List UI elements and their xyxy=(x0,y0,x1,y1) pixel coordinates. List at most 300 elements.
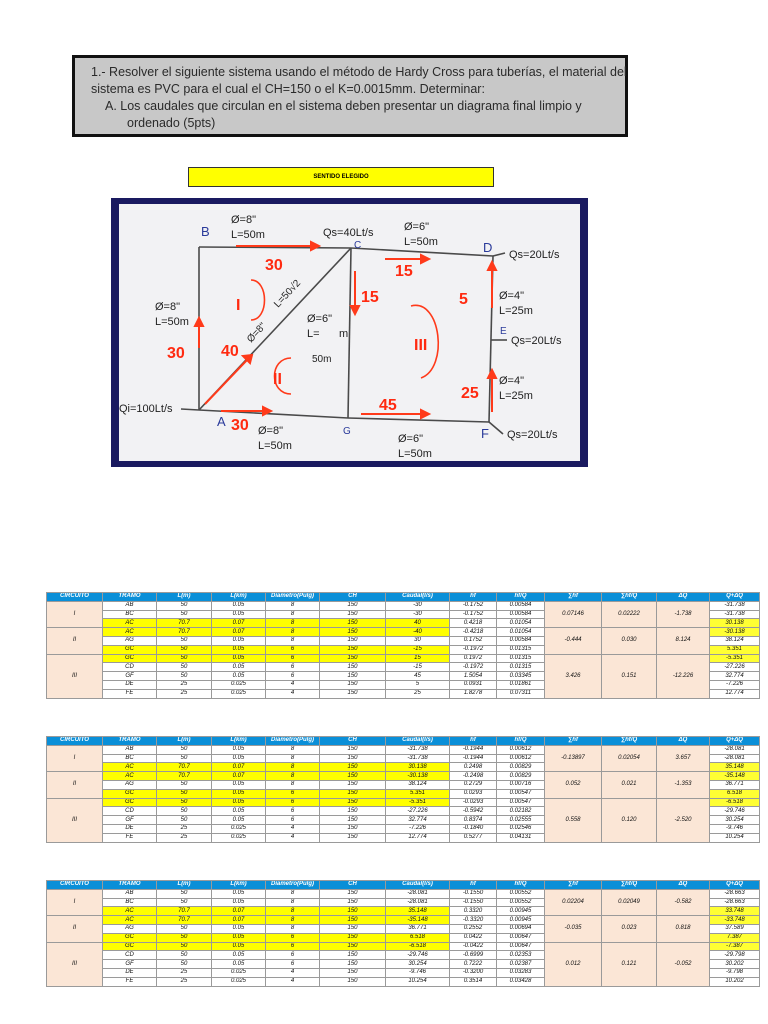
tramo-cell: AG xyxy=(103,780,157,789)
ch-cell: 150 xyxy=(320,916,386,925)
flow-cell: 30.254 xyxy=(386,960,450,969)
length-m-cell: 50 xyxy=(157,898,212,907)
length-m-cell: 50 xyxy=(157,951,212,960)
corrected-flow-cell: -28.081 xyxy=(710,754,760,763)
flow-cell: -30 xyxy=(386,610,450,619)
diameter-cell: 8 xyxy=(266,754,320,763)
length-km-cell: 0.07 xyxy=(212,772,266,781)
spec-ab-diam: Ø=8" xyxy=(155,301,181,313)
length-km-cell: 0.05 xyxy=(212,645,266,654)
corrected-flow-cell: -9.798 xyxy=(710,968,760,977)
table-row xyxy=(47,889,760,898)
hf-cell: -0.3320 xyxy=(450,916,497,925)
flow-cell: 36.771 xyxy=(386,924,450,933)
length-km-cell: 0.05 xyxy=(212,942,266,951)
length-m-cell: 50 xyxy=(157,780,212,789)
length-m-cell: 25 xyxy=(157,977,212,986)
column-header: hf/Q xyxy=(497,737,545,746)
tramo-cell: GC xyxy=(103,942,157,951)
ch-cell: 150 xyxy=(320,942,386,951)
hf-over-q-cell: 0.02182 xyxy=(497,807,545,816)
node-g: G xyxy=(343,426,351,437)
corrected-flow-cell: 10.202 xyxy=(710,977,760,986)
flow-cell: 38.124 xyxy=(386,780,450,789)
length-m-cell: 70.7 xyxy=(157,763,212,772)
sum-hf-over-q-cell: 0.02222 xyxy=(602,601,657,627)
ch-cell: 150 xyxy=(320,745,386,754)
length-km-cell: 0.025 xyxy=(212,689,266,698)
length-m-cell: 70.7 xyxy=(157,907,212,916)
ch-cell: 150 xyxy=(320,772,386,781)
hf-over-q-cell: 0.00552 xyxy=(497,898,545,907)
ch-cell: 150 xyxy=(320,663,386,672)
hf-over-q-cell: 0.00945 xyxy=(497,907,545,916)
hf-cell: 0.0293 xyxy=(450,789,497,798)
length-m-cell: 50 xyxy=(157,654,212,663)
corrected-flow-cell: 36.771 xyxy=(710,780,760,789)
hf-cell: -0.1972 xyxy=(450,663,497,672)
pipe-bc xyxy=(199,247,351,248)
node-c: C xyxy=(354,240,362,251)
corrected-flow-cell: 30.202 xyxy=(710,960,760,969)
delta-q-cell: -1.353 xyxy=(657,772,710,798)
ch-cell: 150 xyxy=(320,601,386,610)
length-m-cell: 50 xyxy=(157,942,212,951)
flow-cell: -28.081 xyxy=(386,898,450,907)
column-header: hf xyxy=(450,881,497,890)
tramo-cell: DE xyxy=(103,680,157,689)
sum-hf-cell: -0.035 xyxy=(545,916,602,942)
flow-cell: -5.351 xyxy=(386,798,450,807)
column-header: TRAMO xyxy=(103,881,157,890)
tramo-cell: GF xyxy=(103,816,157,825)
corrected-flow-cell: 38.124 xyxy=(710,636,760,645)
tramo-cell: CD xyxy=(103,951,157,960)
table-row xyxy=(47,798,760,807)
length-km-cell: 0.025 xyxy=(212,833,266,842)
length-m-cell: 70.7 xyxy=(157,619,212,628)
hf-over-q-cell: 0.01315 xyxy=(497,654,545,663)
corrected-flow-cell: -30.138 xyxy=(710,628,760,637)
column-header: Q+ΔQ xyxy=(710,881,760,890)
length-m-cell: 50 xyxy=(157,798,212,807)
tramo-cell: CD xyxy=(103,807,157,816)
length-km-cell: 0.05 xyxy=(212,745,266,754)
column-header: hf xyxy=(450,737,497,746)
length-m-cell: 70.7 xyxy=(157,916,212,925)
diameter-cell: 6 xyxy=(266,807,320,816)
length-m-cell: 50 xyxy=(157,924,212,933)
tramo-cell: GC xyxy=(103,789,157,798)
hf-over-q-cell: 0.03283 xyxy=(497,968,545,977)
column-header: hf/Q xyxy=(497,881,545,890)
flow-cell: 32.774 xyxy=(386,816,450,825)
problem-line-2: sistema es PVC para el cual el CH=150 o el K=0.0015mm. Determinar: xyxy=(91,82,485,96)
sum-hf-over-q-cell: 0.030 xyxy=(602,628,657,654)
corrected-flow-cell: -33.748 xyxy=(710,916,760,925)
diameter-cell: 6 xyxy=(266,789,320,798)
table-row xyxy=(47,745,760,754)
circuit-i-label: I xyxy=(236,297,241,314)
diameter-cell: 8 xyxy=(266,610,320,619)
flow-cell: 35.148 xyxy=(386,907,450,916)
hf-over-q-cell: 0.00547 xyxy=(497,789,545,798)
column-header: L(m) xyxy=(157,881,212,890)
column-header: CH xyxy=(320,593,386,602)
spec-gf-len: L=50m xyxy=(398,448,432,460)
ch-cell: 150 xyxy=(320,780,386,789)
length-km-cell: 0.05 xyxy=(212,924,266,933)
flow-cg: 15 xyxy=(361,289,379,306)
table-row xyxy=(47,916,760,925)
diameter-cell: 6 xyxy=(266,663,320,672)
diameter-cell: 8 xyxy=(266,619,320,628)
iteration-table-2 xyxy=(46,736,760,843)
flow-cell: -31.738 xyxy=(386,754,450,763)
hf-over-q-cell: 0.01315 xyxy=(497,645,545,654)
ch-cell: 150 xyxy=(320,636,386,645)
sum-hf-over-q-cell: 0.120 xyxy=(602,798,657,842)
hf-over-q-cell: 0.03345 xyxy=(497,672,545,681)
corrected-flow-cell: 30.254 xyxy=(710,816,760,825)
tramo-cell: DE xyxy=(103,824,157,833)
column-header: ΔQ xyxy=(657,881,710,890)
hf-cell: -0.6999 xyxy=(450,951,497,960)
length-km-cell: 0.07 xyxy=(212,619,266,628)
delta-q-cell: -1.738 xyxy=(657,601,710,627)
circuit-name-cell: I xyxy=(47,889,103,915)
corrected-flow-cell: 5.351 xyxy=(710,645,760,654)
tramo-cell: BC xyxy=(103,610,157,619)
hf-over-q-cell: 0.03428 xyxy=(497,977,545,986)
length-m-cell: 50 xyxy=(157,960,212,969)
diameter-cell: 6 xyxy=(266,798,320,807)
tramo-cell: FE xyxy=(103,689,157,698)
length-km-cell: 0.07 xyxy=(212,628,266,637)
length-km-cell: 0.07 xyxy=(212,907,266,916)
inlet-a xyxy=(181,409,199,410)
hf-cell: 0.4218 xyxy=(450,619,497,628)
length-m-cell: 50 xyxy=(157,754,212,763)
tramo-cell: AC xyxy=(103,772,157,781)
problem-line-3: A. Los caudales que circulan en el sistema deben presentar un diagrama final limpio y xyxy=(105,99,582,113)
sum-hf-over-q-cell: 0.121 xyxy=(602,942,657,986)
problem-line-4: ordenado (5pts) xyxy=(127,116,216,130)
hf-cell: -0.1944 xyxy=(450,745,497,754)
column-header: CIRCUITO xyxy=(47,593,103,602)
column-header: Caudal(l/s) xyxy=(386,593,450,602)
tramo-cell: GF xyxy=(103,960,157,969)
column-header: ∑hf xyxy=(545,737,602,746)
hf-cell: 0.7222 xyxy=(450,960,497,969)
tramo-cell: GF xyxy=(103,672,157,681)
length-m-cell: 50 xyxy=(157,933,212,942)
hf-cell: 0.3320 xyxy=(450,907,497,916)
hf-cell: -0.1752 xyxy=(450,601,497,610)
diameter-cell: 4 xyxy=(266,968,320,977)
ch-cell: 150 xyxy=(320,754,386,763)
pipe-network-photo xyxy=(111,198,588,467)
flow-cell: -29.746 xyxy=(386,951,450,960)
length-m-cell: 50 xyxy=(157,789,212,798)
column-header: ∑hf/Q xyxy=(602,737,657,746)
diameter-cell: 8 xyxy=(266,780,320,789)
spec-ab-len: L=50m xyxy=(155,316,189,328)
hf-over-q-cell: 0.00584 xyxy=(497,636,545,645)
sum-hf-cell: 3.426 xyxy=(545,654,602,698)
hf-cell: 0.5277 xyxy=(450,833,497,842)
spec-cg-len: L= xyxy=(307,328,320,340)
column-header: CH xyxy=(320,737,386,746)
tramo-cell: GC xyxy=(103,654,157,663)
length-km-cell: 0.05 xyxy=(212,898,266,907)
qs-e: Qs=20Lt/s xyxy=(511,335,562,347)
column-header: CIRCUITO xyxy=(47,737,103,746)
flow-cell: -30.138 xyxy=(386,772,450,781)
length-m-cell: 50 xyxy=(157,745,212,754)
hf-cell: -0.1840 xyxy=(450,824,497,833)
table-header-row xyxy=(47,737,760,746)
hf-over-q-cell: 0.00612 xyxy=(497,754,545,763)
ch-cell: 150 xyxy=(320,833,386,842)
spec-ac-diam: Ø=8" xyxy=(245,320,269,346)
hf-cell: -0.2498 xyxy=(450,772,497,781)
diameter-cell: 6 xyxy=(266,942,320,951)
circuit-name-cell: III xyxy=(47,798,103,842)
spec-gf-diam: Ø=6" xyxy=(398,433,424,445)
length-m-cell: 50 xyxy=(157,636,212,645)
flow-cell: 10.254 xyxy=(386,977,450,986)
tramo-cell: AB xyxy=(103,889,157,898)
diameter-cell: 8 xyxy=(266,628,320,637)
circuit-name-cell: II xyxy=(47,628,103,654)
hf-over-q-cell: 0.00829 xyxy=(497,763,545,772)
column-header: Caudal(l/s) xyxy=(386,881,450,890)
flow-cell: 5.351 xyxy=(386,789,450,798)
ch-cell: 150 xyxy=(320,951,386,960)
hf-cell: -0.5942 xyxy=(450,807,497,816)
hf-cell: -0.1972 xyxy=(450,645,497,654)
qs-c: Qs=40Lt/s xyxy=(323,227,374,239)
circuit-name-cell: I xyxy=(47,745,103,771)
length-km-cell: 0.05 xyxy=(212,601,266,610)
hf-cell: 0.1972 xyxy=(450,654,497,663)
flow-cell: 30 xyxy=(386,636,450,645)
sum-hf-over-q-cell: 0.021 xyxy=(602,772,657,798)
hf-over-q-cell: 0.07311 xyxy=(497,689,545,698)
hf-cell: 0.0931 xyxy=(450,680,497,689)
column-header: Caudal(l/s) xyxy=(386,737,450,746)
diameter-cell: 8 xyxy=(266,916,320,925)
diameter-cell: 4 xyxy=(266,680,320,689)
flow-cell: -28.081 xyxy=(386,889,450,898)
column-header: L(km) xyxy=(212,737,266,746)
pipe-network-diagram xyxy=(111,198,588,467)
length-km-cell: 0.05 xyxy=(212,789,266,798)
flow-ac: 40 xyxy=(221,343,239,360)
length-km-cell: 0.05 xyxy=(212,807,266,816)
length-km-cell: 0.025 xyxy=(212,968,266,977)
diameter-cell: 6 xyxy=(266,645,320,654)
diameter-cell: 8 xyxy=(266,924,320,933)
sum-hf-cell: 0.07146 xyxy=(545,601,602,627)
column-header: ΔQ xyxy=(657,737,710,746)
tramo-cell: BC xyxy=(103,898,157,907)
hf-over-q-cell: 0.00945 xyxy=(497,916,545,925)
diameter-cell: 8 xyxy=(266,772,320,781)
table-header-row xyxy=(47,593,760,602)
corrected-flow-cell: -6.518 xyxy=(710,798,760,807)
column-header: ∑hf xyxy=(545,881,602,890)
tramo-cell: AC xyxy=(103,763,157,772)
spec-cd-len: L=50m xyxy=(404,236,438,248)
corrected-flow-cell: -28.081 xyxy=(710,745,760,754)
delta-q-cell: -0.582 xyxy=(657,889,710,915)
diameter-cell: 4 xyxy=(266,689,320,698)
table-header-row xyxy=(47,881,760,890)
hf-over-q-cell: 0.00829 xyxy=(497,772,545,781)
flow-cell: -40 xyxy=(386,628,450,637)
column-header: ∑hf/Q xyxy=(602,593,657,602)
flow-cell: 6.518 xyxy=(386,933,450,942)
hf-over-q-cell: 0.04131 xyxy=(497,833,545,842)
hf-cell: -0.3200 xyxy=(450,968,497,977)
column-header: hf/Q xyxy=(497,593,545,602)
circuit-name-cell: I xyxy=(47,601,103,627)
delta-q-cell: 8.124 xyxy=(657,628,710,654)
length-m-cell: 50 xyxy=(157,610,212,619)
diameter-cell: 4 xyxy=(266,833,320,842)
diameter-cell: 8 xyxy=(266,907,320,916)
flow-cell: 15 xyxy=(386,654,450,663)
length-km-cell: 0.07 xyxy=(212,763,266,772)
tramo-cell: GC xyxy=(103,798,157,807)
ch-cell: 150 xyxy=(320,968,386,977)
sum-hf-cell: 0.052 xyxy=(545,772,602,798)
hf-over-q-cell: 0.00716 xyxy=(497,780,545,789)
spec-ac-len: L=50√2 xyxy=(272,277,304,311)
tramo-cell: CD xyxy=(103,663,157,672)
ch-cell: 150 xyxy=(320,619,386,628)
column-header: L(m) xyxy=(157,737,212,746)
length-km-cell: 0.025 xyxy=(212,977,266,986)
ch-cell: 150 xyxy=(320,924,386,933)
column-header: Q+ΔQ xyxy=(710,737,760,746)
flow-bc: 30 xyxy=(265,257,283,274)
flow-cell: -9.746 xyxy=(386,968,450,977)
diameter-cell: 8 xyxy=(266,889,320,898)
flow-de: 5 xyxy=(459,291,468,308)
tramo-cell: FE xyxy=(103,977,157,986)
spec-cg-len-handwritten: 50m xyxy=(312,354,332,365)
hf-over-q-cell: 0.02353 xyxy=(497,951,545,960)
ch-cell: 150 xyxy=(320,816,386,825)
delta-q-cell: 0.818 xyxy=(657,916,710,942)
length-m-cell: 50 xyxy=(157,645,212,654)
column-header: CIRCUITO xyxy=(47,881,103,890)
corrected-flow-cell: -7.226 xyxy=(710,680,760,689)
length-m-cell: 50 xyxy=(157,807,212,816)
sum-hf-cell: 0.02204 xyxy=(545,889,602,915)
hf-over-q-cell: 0.00584 xyxy=(497,610,545,619)
column-header: TRAMO xyxy=(103,737,157,746)
hf-cell: 0.2729 xyxy=(450,780,497,789)
spec-cg-diam: Ø=6" xyxy=(307,313,333,325)
circuit-name-cell: II xyxy=(47,916,103,942)
node-d: D xyxy=(483,240,493,255)
hf-cell: 0.2552 xyxy=(450,924,497,933)
spec-ag-len: L=50m xyxy=(258,440,292,452)
diameter-cell: 8 xyxy=(266,763,320,772)
flow-cell: 45 xyxy=(386,672,450,681)
flow-cell: 30.138 xyxy=(386,763,450,772)
flow-cell: -15 xyxy=(386,645,450,654)
corrected-flow-cell: -27.226 xyxy=(710,663,760,672)
column-header: Diametro(Pulg) xyxy=(266,593,320,602)
hf-over-q-cell: 0.01861 xyxy=(497,680,545,689)
flow-cell: -7.226 xyxy=(386,824,450,833)
ch-cell: 150 xyxy=(320,960,386,969)
table-row xyxy=(47,654,760,663)
length-m-cell: 50 xyxy=(157,672,212,681)
tramo-cell: BC xyxy=(103,754,157,763)
hf-over-q-cell: 0.02387 xyxy=(497,960,545,969)
flow-cd: 15 xyxy=(395,263,413,280)
circuit-ii-label: II xyxy=(273,371,282,388)
hf-cell: -0.0422 xyxy=(450,942,497,951)
flow-cell: 25 xyxy=(386,689,450,698)
hf-over-q-cell: 0.02546 xyxy=(497,824,545,833)
ch-cell: 150 xyxy=(320,889,386,898)
flow-ag: 30 xyxy=(231,417,249,434)
diameter-cell: 4 xyxy=(266,977,320,986)
sentido-elegido-banner: SENTIDO ELEGIDO xyxy=(188,167,494,187)
diameter-cell: 6 xyxy=(266,951,320,960)
tramo-cell: AC xyxy=(103,628,157,637)
length-m-cell: 25 xyxy=(157,833,212,842)
flow-fe: 25 xyxy=(461,385,479,402)
length-km-cell: 0.05 xyxy=(212,654,266,663)
hf-over-q-cell: 0.00552 xyxy=(497,889,545,898)
hf-over-q-cell: 0.01315 xyxy=(497,663,545,672)
column-header: ∑hf/Q xyxy=(602,881,657,890)
hf-cell: 1.8278 xyxy=(450,689,497,698)
length-km-cell: 0.05 xyxy=(212,960,266,969)
column-header: L(m) xyxy=(157,593,212,602)
ch-cell: 150 xyxy=(320,672,386,681)
delta-q-cell: 3.657 xyxy=(657,745,710,771)
length-km-cell: 0.05 xyxy=(212,663,266,672)
ch-cell: 150 xyxy=(320,933,386,942)
sum-hf-cell: -0.444 xyxy=(545,628,602,654)
hf-cell: -0.1550 xyxy=(450,898,497,907)
corrected-flow-cell: -28.663 xyxy=(710,898,760,907)
spec-ef-diam: Ø=4" xyxy=(499,375,525,387)
corrected-flow-cell: -31.738 xyxy=(710,601,760,610)
circuit-iii-label: III xyxy=(414,337,428,354)
spec-cg-unit: m xyxy=(339,328,349,340)
length-m-cell: 25 xyxy=(157,689,212,698)
flow-cell: -35.148 xyxy=(386,916,450,925)
flow-cell: 5 xyxy=(386,680,450,689)
corrected-flow-cell: 37.589 xyxy=(710,924,760,933)
ch-cell: 150 xyxy=(320,789,386,798)
corrected-flow-cell: -29.746 xyxy=(710,807,760,816)
sum-hf-over-q-cell: 0.02049 xyxy=(602,889,657,915)
corrected-flow-cell: 33.748 xyxy=(710,907,760,916)
corrected-flow-cell: 35.148 xyxy=(710,763,760,772)
length-km-cell: 0.025 xyxy=(212,680,266,689)
